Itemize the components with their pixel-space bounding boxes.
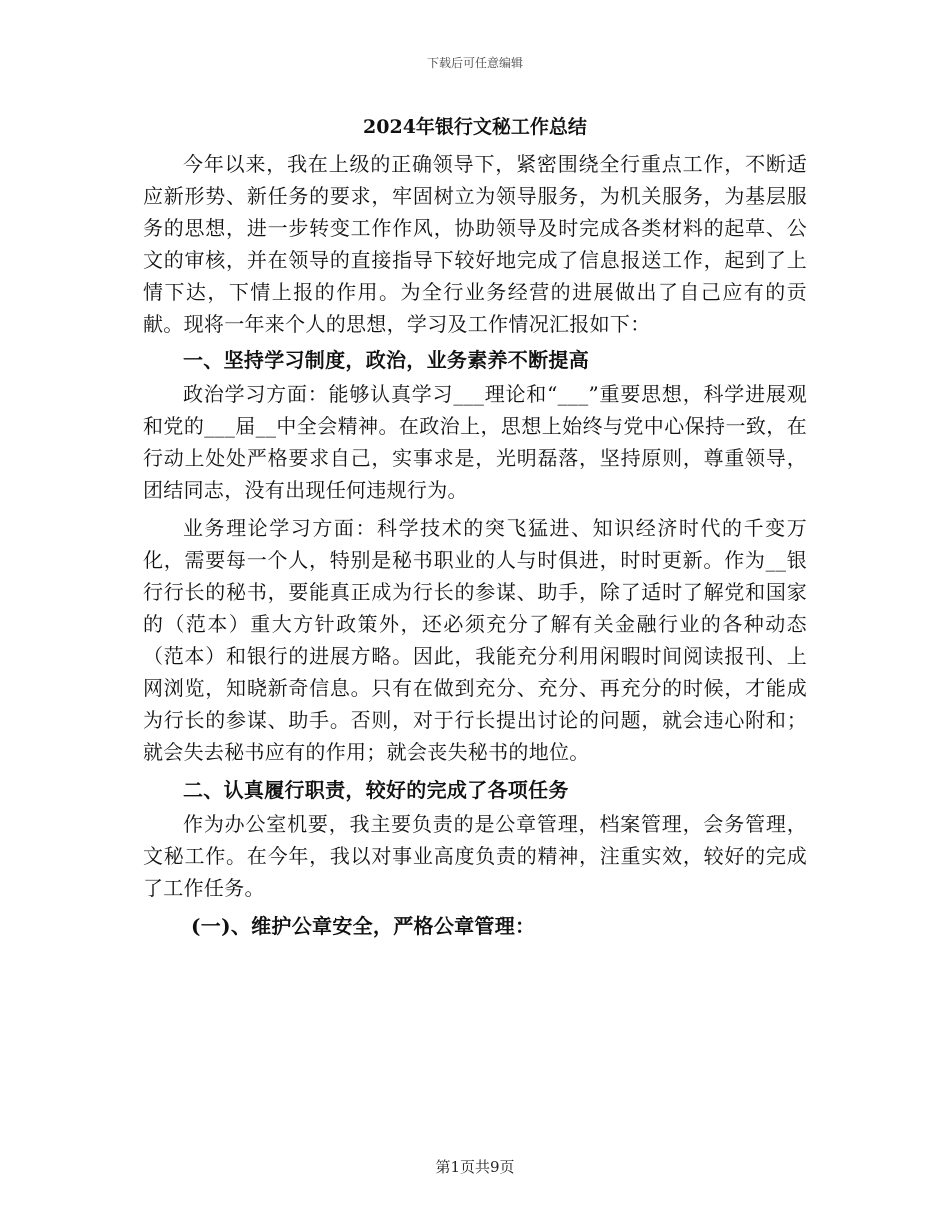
paragraph-business-study: 业务理论学习方面：科学技术的突飞猛进、知识经济时代的千变万化，需要每一个人，特别是秘书职业的人与时俱进，时时更新。作为__银行行长的秘书，要能真正成为行长的参谋、助手，除了适时了解党和国家的（范本）重大方针政策外，还必须充分了解有关金融行业的各种动态（范本）和银行的进展方略。因此，我能充分利用闲暇时间阅读报刊、上网浏览，知晓新奇信息。只有在做到充分、充分、再充分的时候，才能成为行长的参谋、助手。否则，对于行长提出讨论的问题，就会违心附和；就会失去秘书应有的作用；就会丧失秘书的地位。 <box>143 516 807 764</box>
subsection-heading-1: (一)、维护公章安全，严格公章管理： <box>191 914 536 938</box>
section-heading-1: 一、坚持学习制度，政治，业务素养不断提高 <box>183 348 589 372</box>
document-body <box>143 148 807 942</box>
page-header: 下载后可任意编辑 <box>426 56 523 70</box>
document-title: 2024年银行文秘工作总结 <box>363 116 587 138</box>
paragraph-duties: 作为办公室机要，我主要负责的是公章管理，档案管理，会务管理，文秘工作。在今年，我以对事业高度负责的精神，注重实效，较好的完成了工作任务。 <box>143 812 807 900</box>
paragraph-intro: 今年以来，我在上级的正确领导下，紧密围绕全行重点工作，不断适应新形势、新任务的要求，牢固树立为领导服务，为机关服务，为基层服务的思想，进一步转变工作作风，协助领导及时完成各类材料的起草、公文的审核，并在领导的直接指导下较好地完成了信息报送工作，起到了上情下达，下情上报的作用。为全行业务经营的进展做出了自己应有的贡献。现将一年来个人的思想，学习及工作情况汇报如下： <box>143 152 807 336</box>
paragraph-political-study: 政治学习方面：能够认真学习___理论和“___”重要思想，科学进展观和党的___届__中全会精神。在政治上，思想上始终与党中心保持一致，在行动上处处严格要求自己，实事求是，光明磊落，坚持原则，尊重领导，团结同志，没有出现任何违规行为。 <box>143 382 807 502</box>
page-footer: 第1页共9页 <box>435 1158 515 1176</box>
section-heading-2: 二、认真履行职责，较好的完成了各项任务 <box>183 778 569 802</box>
